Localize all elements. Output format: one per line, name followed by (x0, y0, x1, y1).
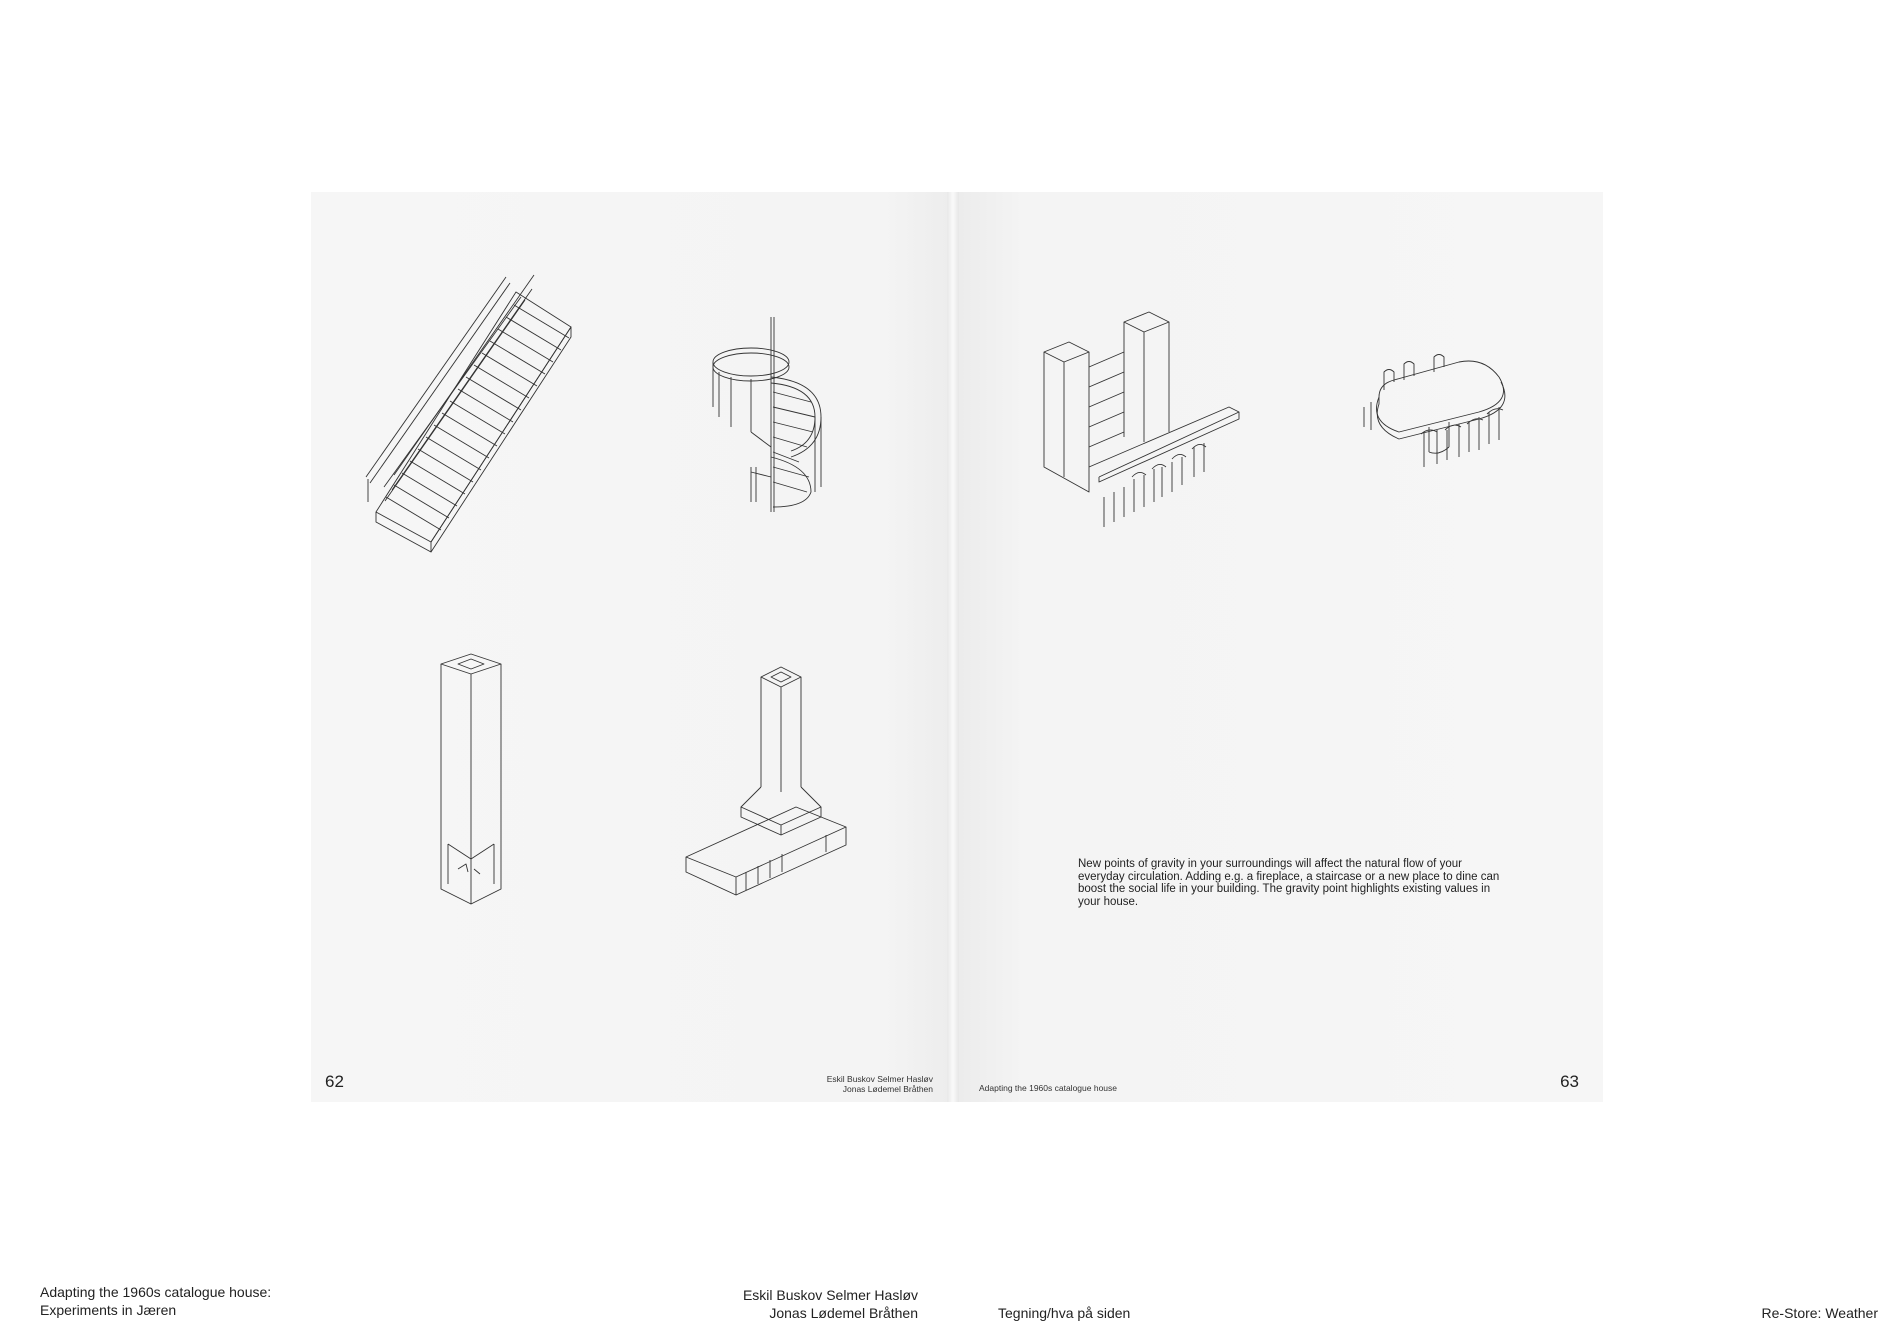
straight-staircase-icon (366, 287, 586, 547)
left-credit-line1: Eskil Buskov Selmer Hasløv (826, 1074, 933, 1084)
footer-publication: Re-Store: Weather (1761, 1305, 1878, 1321)
book-spread (311, 192, 1603, 1102)
left-page-credit (827, 1074, 933, 1094)
footer-project-title-line2: Experiments in Jæren (40, 1302, 177, 1318)
footer-project-title-line1: Adapting the 1960s catalogue house: (40, 1284, 272, 1300)
shelving-dining-icon (1044, 307, 1244, 537)
left-page (311, 192, 947, 1102)
oval-dining-table-icon (1359, 352, 1529, 482)
right-page-number: 63 (1560, 1072, 1579, 1091)
footer-drawing-note: Tegning/hva på siden (998, 1305, 1131, 1321)
chimney-bench-icon (686, 667, 856, 907)
footer-project-title (40, 1283, 271, 1319)
spine-gutter (947, 192, 959, 1102)
body-paragraph: New points of gravity in your surroundings will affect the natural flow of your everyday circulation. Adding e.g. a fireplace, a staircase or a new place to dine can boost the social life in your building. The gravity point highlights existing values in your house. (1078, 858, 1500, 908)
right-running-title: Adapting the 1960s catalogue house (979, 1083, 1118, 1093)
right-page (959, 192, 1603, 1102)
footer-authors-line2: Jonas Lødemel Bråthen (769, 1305, 918, 1321)
spiral-staircase-icon (711, 317, 841, 517)
footer-authors-line1: Eskil Buskov Selmer Hasløv (742, 1287, 918, 1303)
chimney-fireplace-icon (436, 654, 506, 914)
footer-authors (743, 1286, 918, 1322)
left-page-number: 62 (325, 1072, 344, 1091)
left-credit-line2: Jonas Lødemel Bråthen (842, 1084, 933, 1094)
